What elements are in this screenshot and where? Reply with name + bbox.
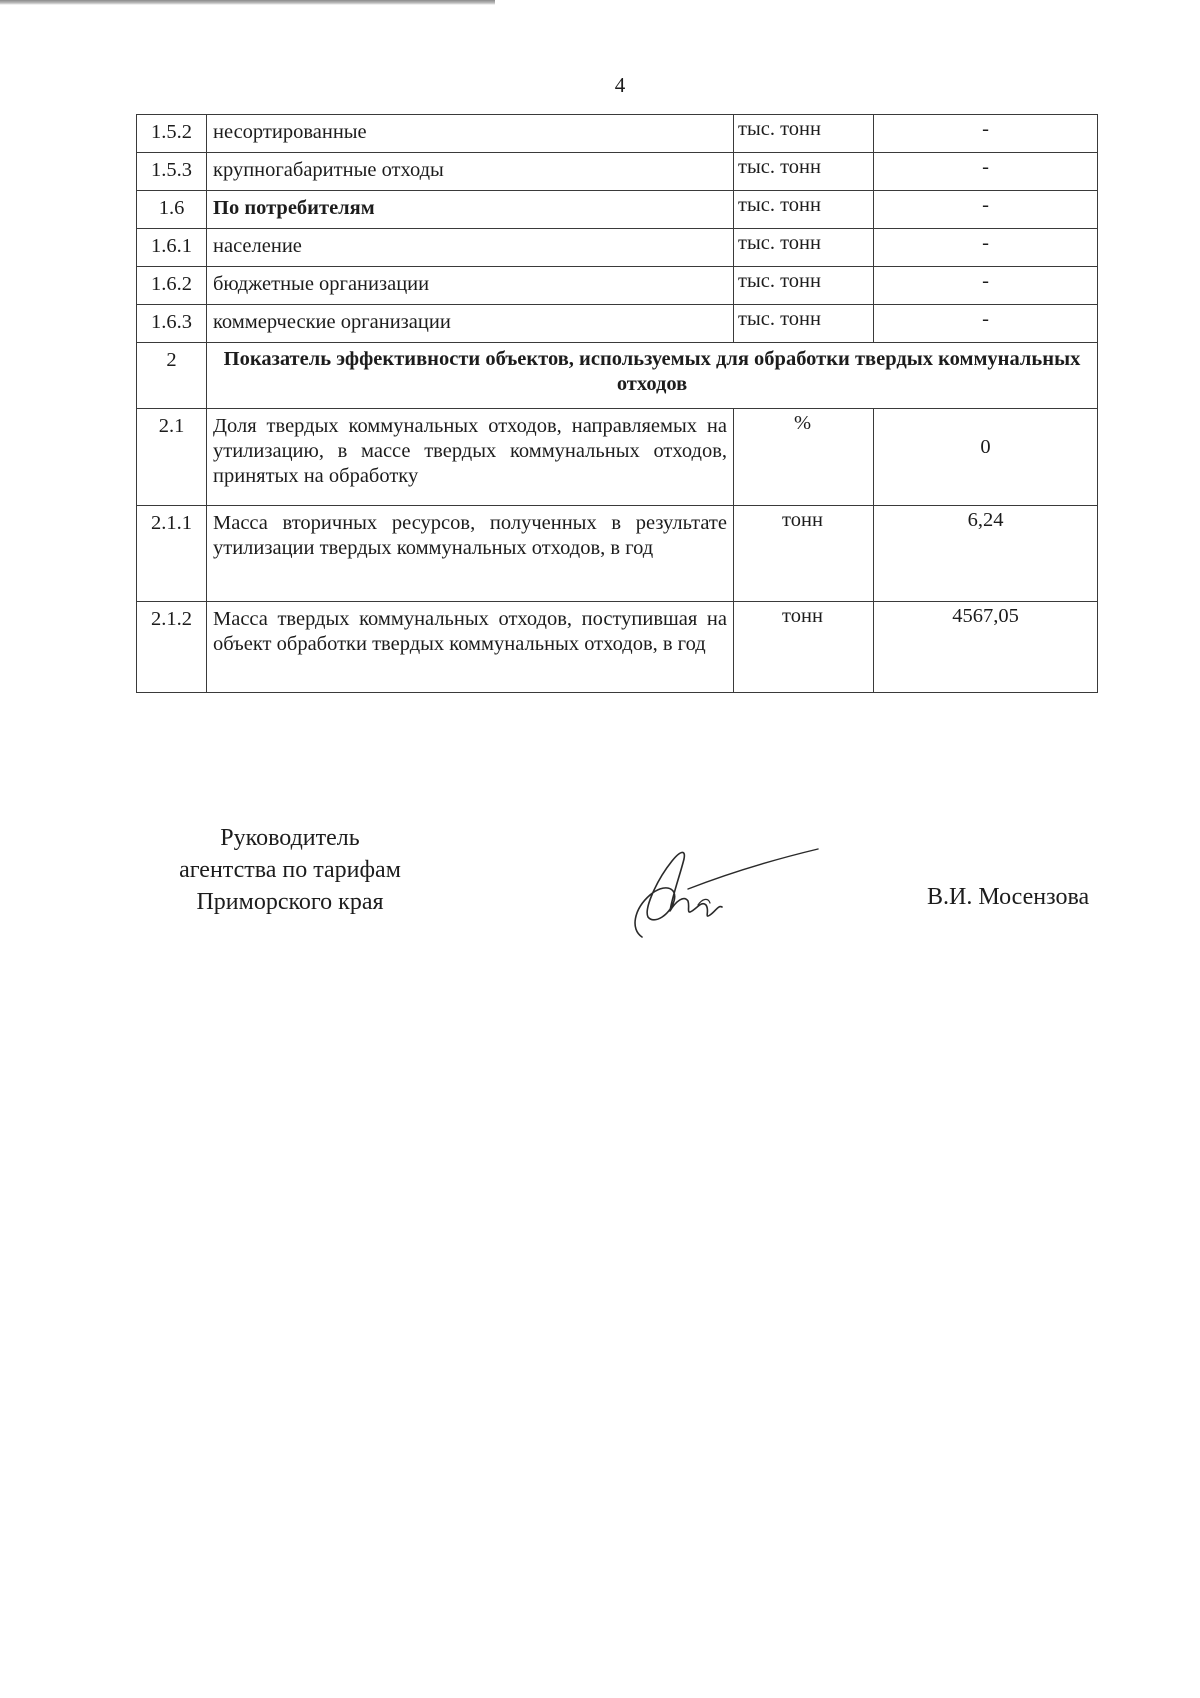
row-unit: тонн [734,602,874,693]
row-name: коммерческие организации [207,305,734,343]
row-value: - [874,191,1098,229]
table-row [137,602,1098,693]
table-row [137,506,1098,602]
table-row [137,229,1098,267]
row-number: 1.6.1 [137,229,207,267]
row-name: бюджетные организации [207,267,734,305]
signer-position-line: агентства по тарифам [179,857,401,883]
row-value [874,409,1098,506]
row-number: 2.1.2 [137,602,207,693]
row-value: 6,24 [874,506,1098,602]
section-title: Показатель эффективности объектов, используемых для обработки твердых коммунальных отходов [207,343,1098,409]
page-number: 4 [614,73,626,97]
signer-position [120,822,460,918]
signer-name: В.И. Мосензова [927,884,1090,910]
row-number: 1.5.2 [137,115,207,153]
signer-position-line: Руководитель [220,825,360,851]
row-value: - [874,305,1098,343]
table-row [137,305,1098,343]
row-number: 1.6.3 [137,305,207,343]
row-unit: тыс. тонн [734,305,874,343]
table-row [137,409,1098,506]
row-number: 2.1.1 [137,506,207,602]
row-name: население [207,229,734,267]
row-number: 1.6.2 [137,267,207,305]
section-number: 2 [137,343,207,409]
indicators-table [136,114,1098,693]
table-row [137,191,1098,229]
row-number: 1.5.3 [137,153,207,191]
row-name: Масса вторичных ресурсов, полученных в результате утилизации твердых коммунальных отходов, в год [207,506,734,602]
table-row [137,153,1098,191]
group-heading: По потребителям [213,197,375,219]
row-name: крупногабаритные отходы [207,153,734,191]
scan-edge [0,0,495,5]
row-unit: тыс. тонн [734,115,874,153]
row-unit: тыс. тонн [734,267,874,305]
row-unit: тыс. тонн [734,153,874,191]
section-row [137,343,1098,409]
row-unit: % [734,409,874,506]
row-number: 1.6 [137,191,207,229]
row-number: 2.1 [137,409,207,506]
row-name: несортированные [207,115,734,153]
row-name: Доля твердых коммунальных отходов, направляемых на утилизацию, в массе твердых коммунальных отходов, принятых на обработку [207,409,734,506]
row-unit: тонн [734,506,874,602]
row-value-text: 0 [980,435,991,458]
row-name-bold [207,191,734,229]
signer-position-line: Приморского края [196,889,384,915]
row-value: 4567,05 [874,602,1098,693]
row-value: - [874,153,1098,191]
row-value: - [874,267,1098,305]
table-row [137,267,1098,305]
handwritten-signature [628,845,824,943]
table-row [137,115,1098,153]
row-unit: тыс. тонн [734,191,874,229]
row-unit: тыс. тонн [734,229,874,267]
row-name: Масса твердых коммунальных отходов, поступившая на объект обработки твердых коммунальных отходов, в год [207,602,734,693]
row-value: - [874,229,1098,267]
row-value: - [874,115,1098,153]
